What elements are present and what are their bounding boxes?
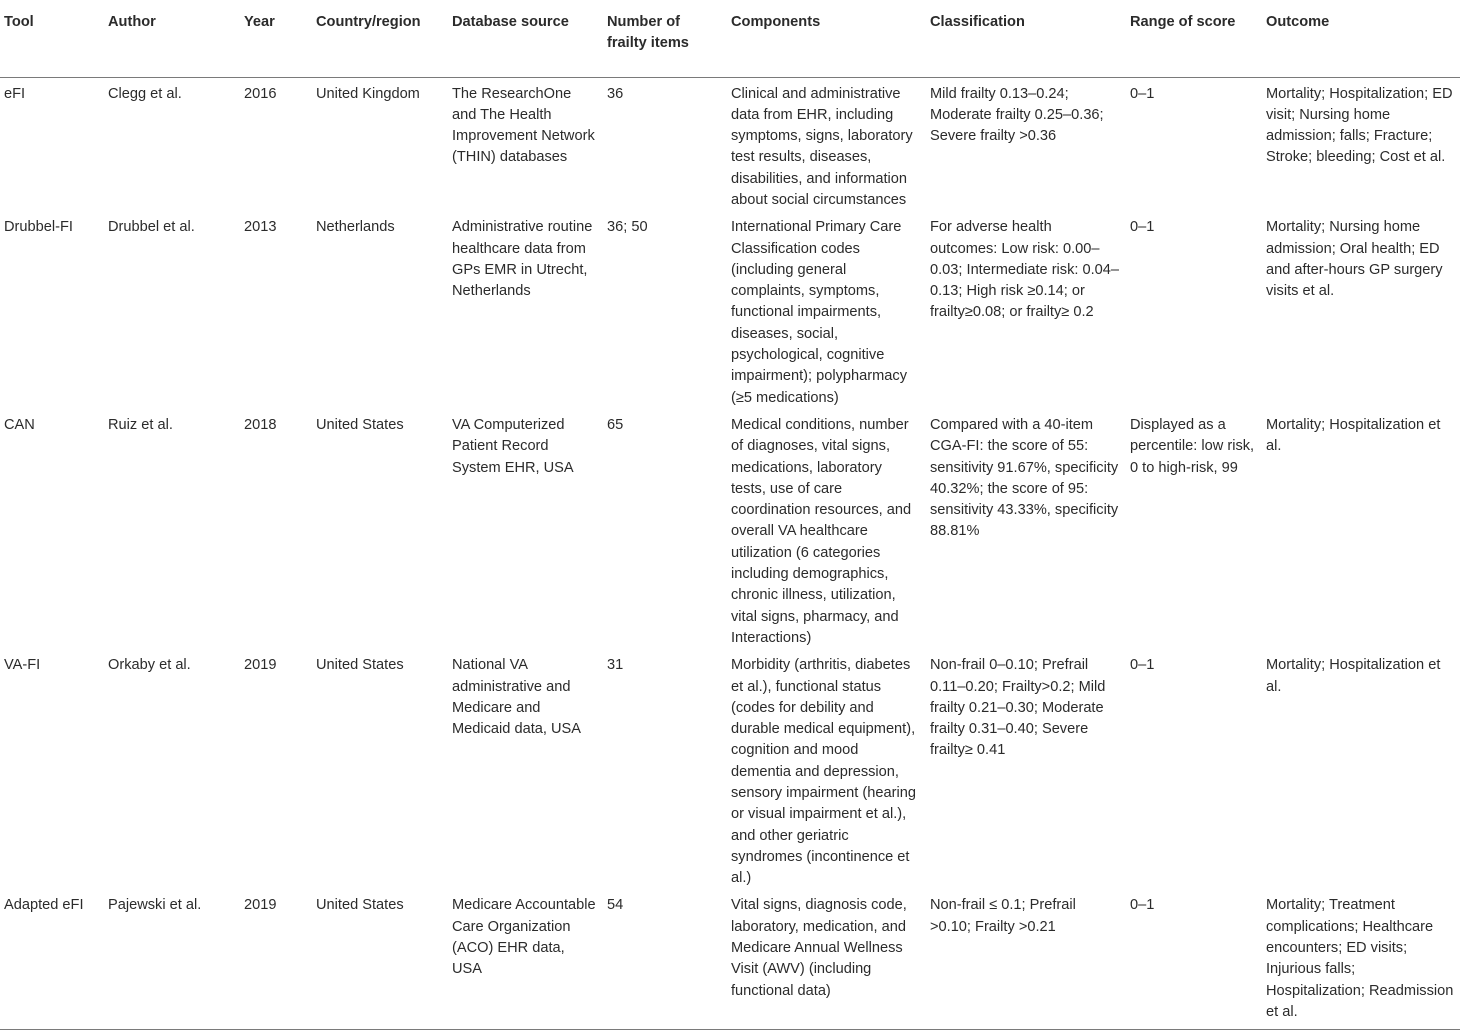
- table-row: [0, 77, 1460, 211]
- table-row: [0, 409, 1460, 649]
- header-tool: Tool: [0, 0, 104, 77]
- cell-tool: Adapted eFI: [0, 889, 104, 1029]
- cell-outcome: Mortality; Hospitalization et al.: [1266, 657, 1441, 695]
- cell-database-source: Administrative routine healthcare data from GPs EMR in Utrecht, Netherlands: [452, 219, 593, 300]
- cell-range-of-score: 0–1: [1130, 85, 1155, 102]
- header-outcome: Outcome: [1262, 0, 1460, 77]
- cell-range-of-score: 0–1: [1130, 219, 1155, 236]
- header-range-of-score: Range of score: [1126, 0, 1262, 77]
- header-country: Country/region: [312, 0, 448, 77]
- cell-classification: Compared with a 40-item CGA-FI: the score of 55: sensitivity 91.67%, specificity 40.32%; the score of 95: sensitivity 43.33%, specificity 88.81%: [930, 416, 1119, 540]
- cell-tool: eFI: [4, 85, 26, 102]
- cell-frailty-items: 31: [607, 657, 624, 674]
- header-database-source: Database source: [448, 0, 603, 77]
- cell-classification: For adverse health outcomes: Low risk: 0.00–0.03; Intermediate risk: 0.04–0.13; High risk ≥0.14; or frailty≥0.08; or frailty≥ 0.2: [930, 219, 1120, 321]
- cell-author: Pajewski et al.: [104, 889, 240, 1029]
- cell-components: Vital signs, diagnosis code, laboratory, medication, and Medicare Annual Wellness Visit (AWV) (including functional data): [727, 889, 926, 1029]
- cell-database-source: National VA administrative and Medicare and Medicaid data, USA: [452, 657, 581, 738]
- cell-classification: Non-frail ≤ 0.1; Prefrail >0.10; Frailty >0.21: [926, 889, 1126, 1029]
- cell-components: Clinical and administrative data from EHR, including symptoms, signs, laboratory test results, diseases, disabilities, and information about social circumstances: [731, 85, 913, 208]
- cell-author: Drubbel et al.: [108, 219, 195, 236]
- cell-country: United Kingdom: [316, 85, 420, 102]
- header-components: Components: [727, 0, 926, 77]
- cell-database-source: Medicare Accountable Care Organization (ACO) EHR data, USA: [448, 889, 603, 1029]
- table-body: [0, 77, 1460, 1029]
- cell-year: 2018: [244, 416, 277, 433]
- cell-author: Ruiz et al.: [108, 416, 173, 433]
- cell-author: Orkaby et al.: [108, 657, 191, 674]
- cell-tool: VA-FI: [4, 657, 41, 674]
- cell-range-of-score: 0–1: [1126, 889, 1262, 1029]
- cell-country: United States: [316, 657, 404, 674]
- header-classification: Classification: [926, 0, 1126, 77]
- table-row: [0, 211, 1460, 409]
- header-frailty-items: Number of frailty items: [603, 0, 727, 77]
- table-header: [0, 0, 1460, 77]
- cell-frailty-items: 54: [603, 889, 727, 1029]
- cell-country: United States: [312, 889, 448, 1029]
- cell-year: 2019: [244, 657, 277, 674]
- cell-country: Netherlands: [316, 219, 395, 236]
- cell-components: International Primary Care Classification codes (including general complaints, symptoms, functional impairments, diseases, social, psychological, cognitive impairment); polypharmacy (≥5 medications): [731, 219, 907, 406]
- table-row: [0, 889, 1460, 1029]
- cell-classification: Non-frail 0–0.10; Prefrail 0.11–0.20; Frailty>0.2; Mild frailty 0.21–0.30; Moderate frailty 0.31–0.40; Severe frailty≥ 0.41: [930, 657, 1106, 759]
- header-year: Year: [240, 0, 312, 77]
- cell-year: 2019: [240, 889, 312, 1029]
- cell-tool: Drubbel-FI: [4, 219, 73, 236]
- cell-year: 2016: [244, 85, 277, 102]
- cell-frailty-items: 65: [607, 416, 624, 433]
- header-row: [0, 0, 1460, 77]
- cell-classification: Mild frailty 0.13–0.24; Moderate frailty 0.25–0.36; Severe frailty >0.36: [930, 85, 1104, 145]
- cell-database-source: The ResearchOne and The Health Improvement Network (THIN) databases: [452, 85, 595, 166]
- cell-author: Clegg et al.: [108, 85, 182, 102]
- table-row: [0, 649, 1460, 889]
- cell-range-of-score: 0–1: [1130, 657, 1155, 674]
- cell-database-source: VA Computerized Patient Record System EHR, USA: [452, 416, 574, 476]
- cell-country: United States: [316, 416, 404, 433]
- cell-frailty-items: 36; 50: [607, 219, 648, 236]
- header-author: Author: [104, 0, 240, 77]
- cell-year: 2013: [244, 219, 277, 236]
- cell-range-of-score: Displayed as a percentile: low risk, 0 to high-risk, 99: [1130, 416, 1255, 476]
- cell-frailty-items: 36: [607, 85, 624, 102]
- cell-outcome: Mortality; Hospitalization et al.: [1266, 416, 1441, 455]
- cell-outcome: Mortality; Treatment complications; Healthcare encounters; ED visits; Injurious falls; Hospitalization; Readmission et al.: [1262, 889, 1460, 1029]
- cell-components: Medical conditions, number of diagnoses, vital signs, medications, laboratory tests, use of care coordination resources, and overall VA healthcare utilization (6 categories including demographics, chronic illness, utilization, vital signs, pharmacy, and Interactions): [731, 416, 912, 646]
- cell-tool: CAN: [4, 416, 35, 433]
- cell-outcome: Mortality; Hospitalization; ED visit; Nursing home admission; falls; Fracture; Stroke; bleeding; Cost et al.: [1266, 85, 1453, 166]
- cell-outcome: Mortality; Nursing home admission; Oral health; ED and after-hours GP surgery visits et al.: [1266, 219, 1443, 300]
- cell-components: Morbidity (arthritis, diabetes et al.), functional status (codes for debility and durable medical equipment), cognition and mood dementia and depression, sensory impairment (hearing or visual impairment et al.), and other geriatric syndromes (incontinence et al.): [731, 657, 916, 887]
